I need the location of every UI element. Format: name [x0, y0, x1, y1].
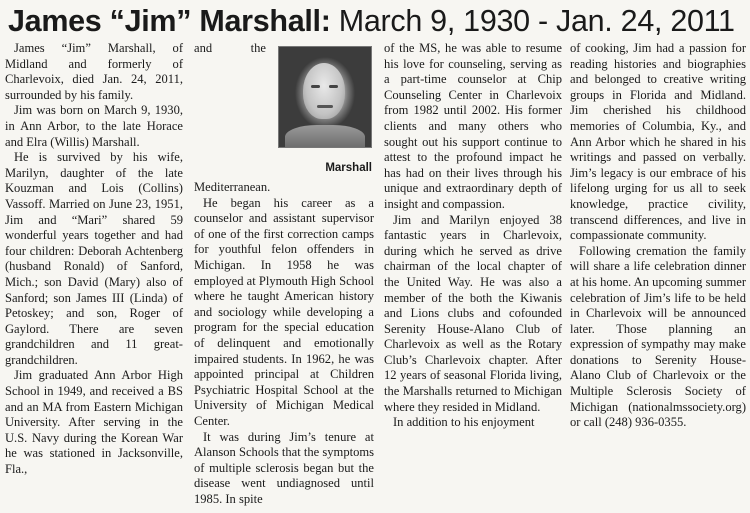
photo-caption: Marshall	[325, 162, 372, 174]
paragraph: Jim and Marilyn enjoyed 38 fantastic years in Charlevoix, during which he served as drive chairman of the local chapter of the United Way. He was also a member of the both the Kiwanis and Lions clubs and cofounded Serenity House-Alano Club of Charlevoix as well as the Rotary Club’s Charlevoix chapter. After 12 years of seasonal Florida living, the Marshalls returned to Michigan where they resided in Midland.	[384, 212, 562, 414]
paragraph: of cooking, Jim had a passion for reading histories and biographies and belonged to creative writing groups in Florida and Midland. Jim cherished his childhood memories of Columbia, Ky., and Ann Arbor which he shared in his writings and passed on verbally. Jim’s legacy is our embrace of his lifelong urging for us all to seek knowledge, practice civility, transcend differences, and live in compassionate community.	[570, 41, 746, 243]
paragraph: Following cremation the family will share a life celebration dinner at his home. An upcoming summer celebration of Jim’s life to be held in Charlevoix will be announced later. Those planning an expression of sympathy may make donations to Serenity House-Alano Club of Charlevoix or the Multiple Sclerosis Society of Michigan (nationalmssociety.org) or call (248) 936-0355.	[570, 243, 746, 430]
headline	[8, 2, 748, 40]
paragraph: Jim was born on March 9, 1930, in Ann Arbor, to the late Horace and Elra (Willis) Marshall.	[5, 103, 183, 149]
paragraph: In addition to his enjoyment	[393, 415, 535, 430]
portrait-figure	[272, 41, 376, 180]
paragraph: of the MS, he was able to resume his love for counseling, serving as a part-time counselor at Chip Counseling Center in Charlevoix from 1982 until 2002. His former clients and many others who sought out his support continue to attest to the profound impact he has had on their lives through his unique and extraordinary depth of insight and compassion.	[384, 41, 562, 211]
article-column-1	[5, 41, 183, 478]
headline-name: James “Jim” Marshall:	[8, 4, 331, 38]
paragraph: James “Jim” Marshall, of Midland and formerly of Charlevoix, died Jan. 24, 2011, surrounded by his family.	[5, 41, 183, 102]
paragraph: He began his career as a counselor and assistant supervisor of one of the first correction camps for youthful felon offenders in Michigan. In 1958 he was employed at Plymouth High School where he taught American history and sociology while developing a program for the special education of delinquent and emotionally impaired students. In 1962, he was appointed principal at Children Psychiatric Hospital School at the University of Michigan Medical Center.	[194, 195, 374, 428]
article-column-2	[194, 41, 374, 507]
paragraph: He is survived by his wife, Marilyn, daughter of the late Kouzman and Lois (Collins) Vassoff. Married on June 23, 1951, Jim and “Mari” shared 59 wonderful years together and had four children: Deborah Achtenberg (husband Ronald) of Sanford, Mich.; son David (Mary) also of Sanford; son James III (Linda) of Petoskey; and son, Roger of Gaylord. There are seven grandchildren and 11 great-grandchildren.	[5, 150, 183, 367]
article-column-4	[570, 41, 746, 431]
portrait-face	[303, 63, 345, 119]
paragraph: Jim graduated Ann Arbor High School in 1949, and received a BS and an MA from Eastern Michigan University. After serving in the U.S. Navy during the Korean War he was stationed in Jacksonville, Fla.,	[5, 368, 183, 477]
article-column-3	[384, 41, 562, 431]
headline-dates: March 9, 1930 - Jan. 24, 2011	[330, 4, 735, 38]
portrait-shirt	[285, 125, 365, 148]
portrait-photo	[278, 46, 372, 148]
paragraph: and the Mediterranean.	[194, 41, 271, 194]
portrait-eye	[329, 85, 338, 88]
paragraph: It was during Jim’s tenure at Alanson Schools that the symptoms of multiple sclerosis began but the disease went undiagnosed until 1985. In spite	[194, 429, 374, 506]
portrait-eye	[311, 85, 320, 88]
portrait-mouth	[317, 105, 333, 108]
